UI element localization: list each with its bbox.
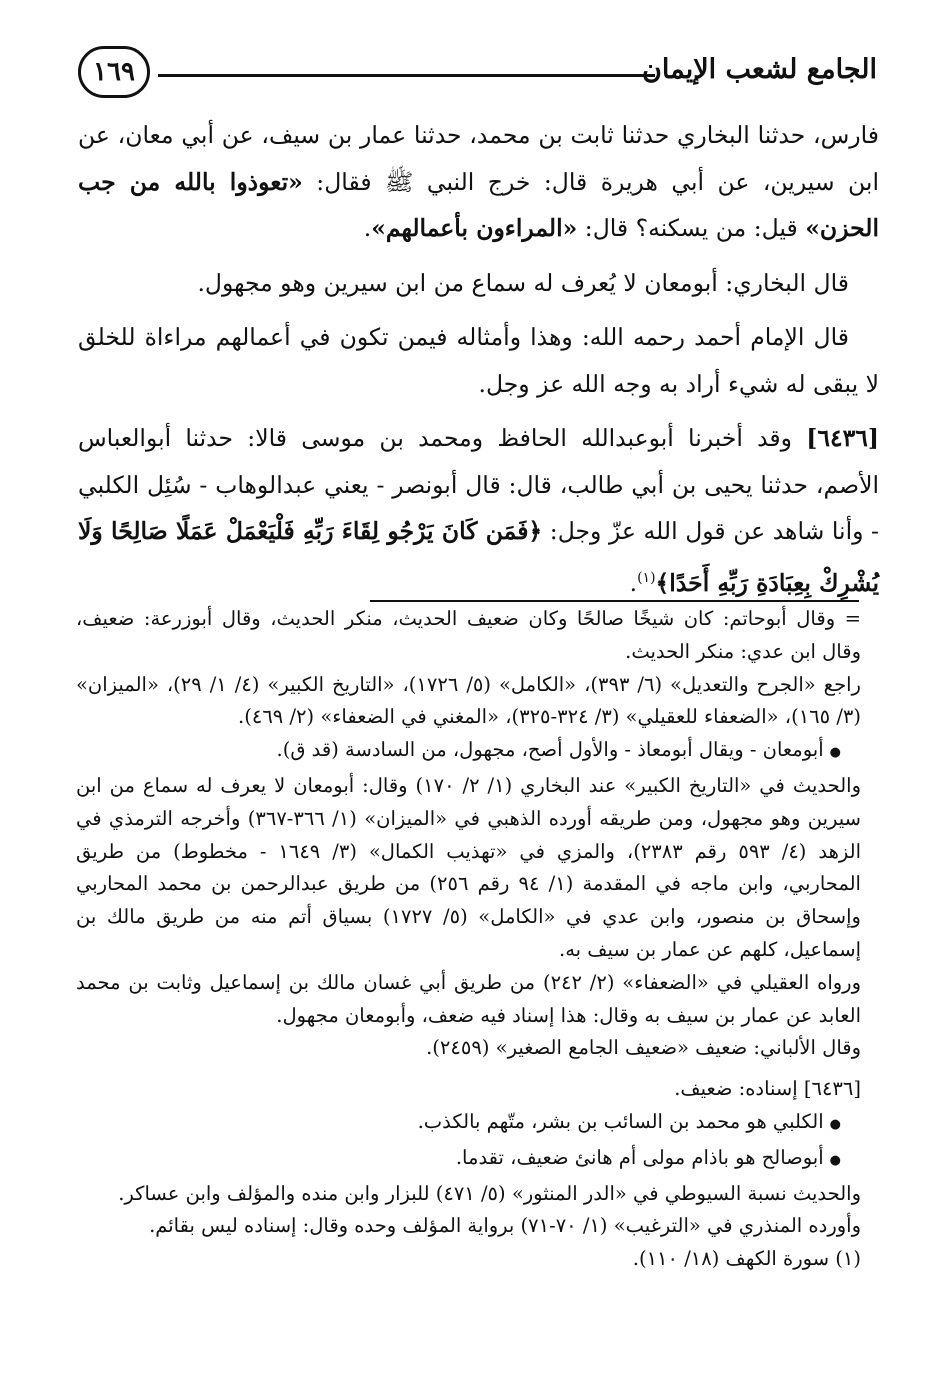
page-header [78,40,877,100]
hadith-chain: فارس، حدثنا البخاري حدثنا ثابت بن محمد، حدثنا عمار بن سيف، عن أبي معان، عن ابن سيرين، عن أبي هريرة قال: خرج النبي ﷺ فقال: [78,121,879,196]
hadith-answer: «المراءون بأعمالهم» [371,214,578,242]
footnotes [76,603,861,1276]
paragraph-6436 [78,415,879,606]
quran-verse: ﴿فَمَن كَانَ يَرْجُو لِقَاءَ رَبِّهِ فَلْيَعْمَلْ عَمَلًا صَالِحًا وَلَا يُشْرِكْ بِعِبَادَةِ رَبِّهِ أَحَدًا﴾ [78,517,879,597]
footnote-line: والحديث في «التاريخ الكبير» عند البخاري (١/ ٢/ ١٧٠) وقال: أبومعان لا يعرف له سماع من ابن سيرين وهو مجهول، ومن طريقه أورده الذهبي في «الميزان» (١/ ٣٦٦-٣٦٧) وأخرجه الترمذي في الزهد (٤/ ٥٩٣ رقم ٢٣٨٣)، والمزي في «تهذيب الكمال» (٣/ ١٦٤٩ - مخطوط) من طريق المحاربي، وابن ماجه في المقدمة (١/ ٩٤ رقم ٢٥٦) من طريق عبدالرحمن بن محمد المحاربي وإسحاق بن منصور، وابن عدي في «الكامل» (٥/ ١٧٢٧) بسياق أتم منه من طريق مالك بن إسماعيل، كلهم عن عمار بن سيف به. [76,773,862,961]
footnote-ref: (١) [637,569,656,586]
footnote-bullet: ● أبوصالح هو باذام مولى أم هانئ ضعيف، تقدما. [76,1142,861,1178]
paragraph-imam-ahmad: قال الإمام أحمد رحمه الله: وهذا وأمثاله فيمن تكون في أعمالهم مراءاة للخلق لا يبقى له شيء أراد به وجه الله عز وجل. [78,323,879,398]
footnote-line: راجع «الجرح والتعديل» (٦/ ٣٩٣)، «الكامل» (٥/ ١٧٢٦)، «التاريخ الكبير» (٤/ ١/ ٢٩)، «الميزان» (٣/ ١٦٥)، «الضعفاء للعقيلي» (٣/ ٣٢٤-٣٢٥)، «المغني في الضعفاء» (٢/ ٤٦٩). [76,672,861,729]
footnote-line: والحديث نسبة السيوطي في «الدر المنثور» (٥/ ٤٧١) للبزار وابن منده والمؤلف وابن عساكر. [118,1181,861,1205]
footnote-line: = وقال أبوحاتم: كان شيخًا صالحًا وكان ضعيف الحديث، منكر الحديث، وقال أبوزرعة: ضعيف، وقال ابن عدي: منكر الحديث. [76,607,861,663]
running-title: الجامع لشعب الإيمان [642,54,877,85]
footnote-bullet: ● أبومعان - ويقال أبومعاذ - والأول أصح، مجهول، من السادسة (قد ق). [76,734,861,770]
hadith-quote: «تعوذوا بالله من جب الحزن» [78,167,879,242]
punctuation: . [363,214,372,242]
footnote-bullet: ● الكلبي هو محمد بن السائب بن بشر، متّهم بالكذب. [76,1106,861,1142]
page-number: ١٦٩ [78,46,150,98]
paragraph-hadith [78,112,879,252]
footnote-verse-ref: (١) سورة الكهف (١٨/ ١١٠). [632,1247,861,1271]
hadith-question: قيل: من يسكنه؟ قال: [577,214,806,242]
paragraph-bukhari: قال البخاري: أبومعان لا يُعرف له سماع من ابن سيرين وهو مجهول. [197,268,849,297]
footnote-divider [370,600,859,602]
footnote-line: [٦٤٣٦] إسناده: ضعيف. [674,1077,861,1101]
footnote-line: وقال الألباني: ضعيف «ضعيف الجامع الصغير» (٢٤٥٩). [426,1036,861,1060]
punctuation: . [629,568,638,597]
hadith-number: [٦٤٣٦] [806,424,879,452]
header-rule [158,74,655,77]
hadith-chain-2: وقد أخبرنا أبوعبدالله الحافظ ومحمد بن موسى قالا: حدثنا أبوالعباس الأصم، حدثنا يحيى بن أبي طالب، قال: قال أبونصر - يعني عبدالوهاب - سُئِل الكلبي - وأنا شاهد عن قول الله عزّ وجل: [78,424,879,545]
main-text [78,112,879,614]
footnote-line: وأورده المنذري في «الترغيب» (١/ ٧٠-٧١) برواية المؤلف وحده وقال: إسناده ليس بقائم. [149,1214,861,1238]
footnote-line: ورواه العقيلي في «الضعفاء» (٢/ ٢٤٢) من طريق أبي غسان مالك بن إسماعيل وثابت بن محمد العابد عن عمار بن سيف به وقال: هذا إسناد فيه ضعف، وأبومعان مجهول. [76,970,861,1027]
